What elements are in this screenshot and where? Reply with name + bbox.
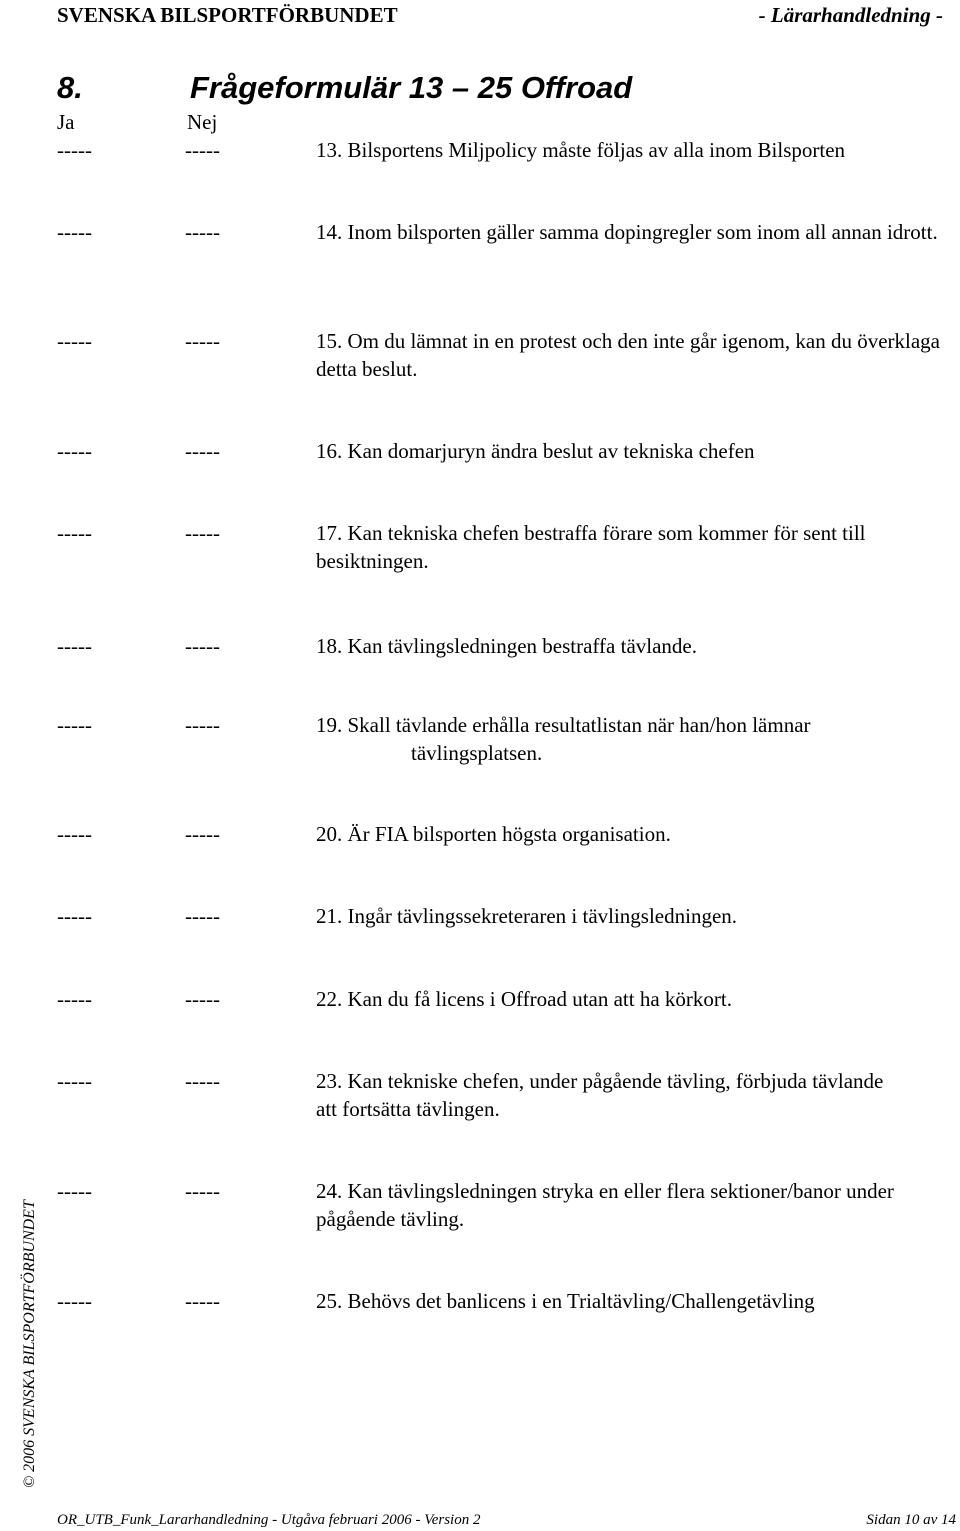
column-header-yes: Ja bbox=[57, 110, 75, 134]
yes-blank: ----- bbox=[57, 439, 92, 463]
sidebar-copyright: © 2006 SVENSKA BILSPORTFÖRBUNDET bbox=[21, 1200, 38, 1488]
header-doc-type: - Lärarhandledning - bbox=[758, 3, 943, 27]
no-blank: ----- bbox=[185, 634, 220, 658]
no-blank: ----- bbox=[185, 439, 220, 463]
no-blank: ----- bbox=[185, 1289, 220, 1313]
question-text-line: 19. Skall tävlande erhålla resultatlistan när han/hon lämnar bbox=[316, 713, 811, 737]
question-text: 21. Ingår tävlingssekreteraren i tävlingsledningen. bbox=[316, 904, 738, 928]
question-text: 17. Kan tekniska chefen bestraffa förare som kommer för sent till besiktningen. bbox=[316, 521, 866, 573]
yes-blank: ----- bbox=[57, 713, 92, 737]
question-text: 16. Kan domarjuryn ändra beslut av tekniska chefen bbox=[316, 439, 755, 463]
no-blank: ----- bbox=[185, 220, 220, 244]
yes-blank: ----- bbox=[57, 904, 92, 928]
no-blank: ----- bbox=[185, 138, 220, 162]
question-text-continuation: tävlingsplatsen. bbox=[411, 741, 543, 765]
no-blank: ----- bbox=[185, 521, 220, 545]
footer-document: OR_UTB_Funk_Lararhandledning - Utgåva februari 2006 - Version 2 bbox=[57, 1512, 481, 1528]
footer-page-number: Sidan 10 av 14 bbox=[866, 1512, 956, 1528]
no-blank: ----- bbox=[185, 987, 220, 1011]
yes-blank: ----- bbox=[57, 138, 92, 162]
yes-blank: ----- bbox=[57, 987, 92, 1011]
no-blank: ----- bbox=[185, 713, 220, 737]
yes-blank: ----- bbox=[57, 1069, 92, 1093]
question-text: 22. Kan du få licens i Offroad utan att ha körkort. bbox=[316, 987, 732, 1011]
yes-blank: ----- bbox=[57, 822, 92, 846]
section-number: 8. bbox=[57, 70, 83, 105]
yes-blank: ----- bbox=[57, 329, 92, 353]
question-text: 24. Kan tävlingsledningen stryka en eller flera sektioner/banor under pågående tävling. bbox=[316, 1179, 894, 1231]
question-text: 18. Kan tävlingsledningen bestraffa tävlande. bbox=[316, 634, 697, 658]
question-text: 20. Är FIA bilsporten högsta organisation. bbox=[316, 822, 671, 846]
question-text: 14. Inom bilsporten gäller samma dopingregler som inom all annan idrott. bbox=[316, 220, 938, 244]
yes-blank: ----- bbox=[57, 220, 92, 244]
header-organization: SVENSKA BILSPORTFÖRBUNDET bbox=[57, 3, 398, 27]
question-text bbox=[316, 711, 956, 767]
yes-blank: ----- bbox=[57, 634, 92, 658]
yes-blank: ----- bbox=[57, 1289, 92, 1313]
column-header-no: Nej bbox=[187, 110, 218, 134]
section-title bbox=[57, 70, 632, 106]
no-blank: ----- bbox=[185, 1179, 220, 1203]
question-text: 15. Om du lämnat in en protest och den inte går igenom, kan du överklaga detta beslut. bbox=[316, 329, 941, 381]
no-blank: ----- bbox=[185, 329, 220, 353]
question-text: 25. Behövs det banlicens i en Trialtävling/Challengetävling bbox=[316, 1289, 815, 1313]
no-blank: ----- bbox=[185, 904, 220, 928]
no-blank: ----- bbox=[185, 1069, 220, 1093]
question-text: 23. Kan tekniske chefen, under pågående tävling, förbjuda tävlande att fortsätta tävlingen. bbox=[316, 1069, 884, 1121]
yes-blank: ----- bbox=[57, 521, 92, 545]
section-title-text: Frågeformulär 13 – 25 Offroad bbox=[190, 70, 633, 105]
no-blank: ----- bbox=[185, 822, 220, 846]
yes-blank: ----- bbox=[57, 1179, 92, 1203]
question-text: 13. Bilsportens Miljpolicy måste följas av alla inom Bilsporten bbox=[316, 138, 846, 162]
